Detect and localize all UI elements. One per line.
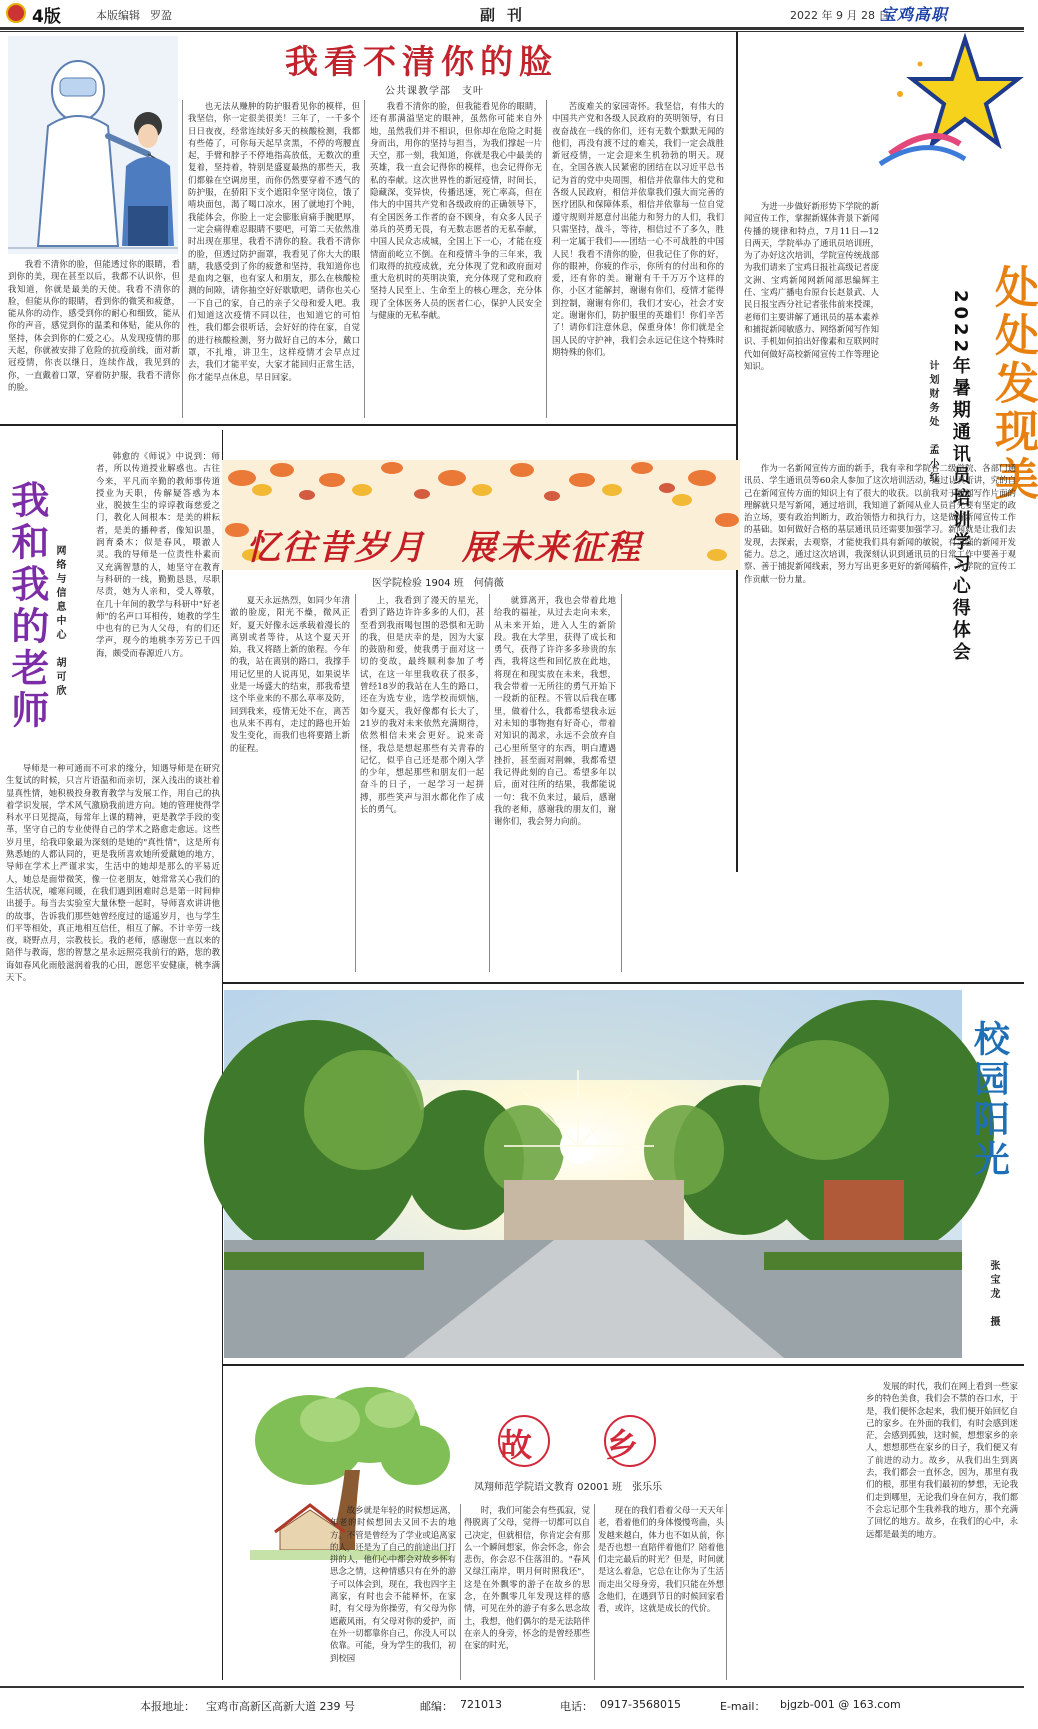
paragraph: 时，我们可能会有些孤寂，觉得脱离了父母，觉得一切都可以自己决定，但就相信，你肯定会有那么一个瞬间想家，你会怀念，你会悲伤，你会忍不住落泪的。"春风又绿江南岸，明月何时照我还"，这是在外飘零的游子在故乡的思念，在外飘零几年发现这样的感情，可见在外的游子有多么思念故土，我想，他们偶尔的是无法陪伴在亲人的身旁，怀念的是曾经那些在家的时光， — [464, 1505, 590, 1651]
memory-article-column-2 — [360, 594, 484, 972]
article-face-column-3 — [370, 100, 542, 418]
teacher-article-column-bottom — [6, 762, 220, 1680]
paragraph: 就算离开，我也会带着此地给我的福祉，从过去走向未来，从未来开始，进入人生的新阶段。我在大学里，获得了成长和勇气，获得了许许多多珍贵的东西，我将这些和回忆放在此地，将现在和现实放在未来，我想，我会带着一无所往的勇气开始下一段新的征程。不管以后我在哪里，做着什么，我都希望我永远对未知的事物抱有好奇心，带着对知识的渴求，永远不会放弃自己心里所坚守的东西，明白遭遇挫折，甚至面对荆棘，我都希望我记得此刻的自己。希望多年以后，面对往所的结果，我都能说一句：我不负来过，最后，感谢我的老师，感谢我的朋友们，谢谢你们，我会努力向前。 — [494, 595, 616, 827]
editor-label: 本版编辑 — [96, 9, 140, 22]
nurse-swab-illustration — [8, 36, 178, 254]
paragraph: 苦废难关的家园寄怀。我坚信，有伟大的中国共产党和各级人民政府的英明领导，有日夜奋战在一线的你们，还有无数个默默无闻的他们，再没有渡不过的难关，我们一定会战胜新冠疫情，一定会迎来生机勃勃的明天。现在，全国各族人民紧密的团结在以习近平总书记为首的党中央周围，相信并依靠伟大的党和各级人民政府，相信并依靠我们强大而完善的医疗团队和保障体系，相信并依靠每一位自觉遵守规则并愿意付出能力和努力的人们，我们只需坚持，战斗，等待，相信过不了多久，胜利一定属于我们——团结一心不可战胜的中国人民！我看不清你的脸，但我记住了你的好，你的眼神，你疲的作示，你所有的付出和你的爱，还有你的美。谢谢有千千万万个这样的你，小区才能解封，谢谢有你们，疫情才能得到控制，谢谢有你们，我们才安心，社会才安定。谢谢你们，防护服里的英雄们！你们辛苦了！请你们注意休息，保重身体！你们就是全国人民的守护神，我们会永远记住这个特殊时期特殊的你们。 — [552, 101, 724, 357]
paragraph: 夏天永远热烈，如同少年清澈的脸庞，阳光不燥，微风正好，夏天好像永远承载着漫长的离别或者等待，从这个夏天开始，我又将踏上新的旅程。今年的我，站在离别的路口，我撑手用记忆里的人说再见，如果说毕业是一场盛大的结束，那我希望这个毕业来的不那么草率及防，回到我来，疫情无处不在，离苦也从来不再有，走过的路也开始发生变化，而我们也将要踏上新的征程。 — [230, 595, 350, 753]
teacher-article-column-top — [96, 450, 220, 760]
paragraph: 故乡就是年轻的时候想远离，年老的时候想回去又回不去的地方。不管是曾经为了学业或追离家的人，还是为了自己的前途出门打拼的人，他们心中都会对故乡怀有思念之情，这种情感只有在外的游子可以体会到，现在，我也四字主离家，有时也会不能释怀，在家时，有父母为你操劳，有父母为你遮蔽风雨，有父母对你的爱护，而在外一切都靠你自己，你没人可以依靠。可能，身为学生的我们，初到校园 — [330, 1505, 456, 1663]
section-name: 副刊 — [480, 6, 535, 24]
column-divider — [546, 100, 547, 418]
training-article-title: 处处发现美 — [987, 264, 1038, 504]
paragraph: 导师是一种可通而不可求的缘分，知遇导师是在研究生复试的时候，只言片语温和而亲切，深入浅出的谈社着显真性情，她积极投身教育教学与发展工作，用自己的执着学识发展，学术风气激励我前进方向。她的管理使得学科水平日见提高，每常年上课的精神，更是教学手段的变革，坚守自己的专业使得自己的学术之路愈走愈远。这些岁月里，给我印象最为深刻的是她的"真性情"，这是所有熟悉她的人都认同的，更是我所喜欢她所爱戴她的地方，导师在学术上严谨求实，生活中的她却是那么的平易近人，她总是面带微笑，像一位老朋友，她常常关心我们的生活状况，嘘寒问暖，在我们遇到困难时总是第一时间伸出援手。每当去实验室大量休整一起时，导师喜欢讲讲他的故事，告诉我们那些她曾经度过的遥遥岁月，也与学生们平等相处，真正地相互信任，相互了解。不计辛劳一线夜，晓野点月，宗教枝长。我的老师，感谢您一直以来的陪伴与教诲，您的智慧之星永远照亮我前行的路，您的教诲如春风化雨般滋润着我的心田，愿您平安健康，桃李满天下。 — [6, 763, 220, 983]
hometown-title-char-2: 乡 — [606, 1426, 639, 1464]
vertical-section-rule — [736, 32, 738, 872]
training-article-author: 计划财务处 孟小红 — [927, 360, 938, 486]
article-face-column-1 — [8, 258, 180, 418]
vertical-section-rule — [222, 430, 223, 1680]
page-header — [0, 0, 1024, 26]
memory-article-column-1 — [230, 594, 350, 972]
paragraph: 作为一名新闻宣传方面的新手，我有幸和学院各二级学院、各部门通讯员、学生通讯员等60余人参加了这次培训活动，通过认真听讲，究的自己在新闻宣传方面的知识上有了很大的收获。以前我对于新闻写作片面的理解就只是写新闻，通过培训，我知道了新闻从业人员首先要有坚定的政治立场，要有政治判断力，政治领悟力和执行力，这是做好新闻宣传工作的基础。如何做好合格的基层通讯员还需要加强学习。新闻就是让我们去发现，去探索，去观察，才能使我们具有新闻的敏锐，有灵强的新闻开发能力。总之，通过这次培训，我深刻认识到通讯员的日常工作中要善于观察、善于捕捉新闻线索，努力写出更多更好的新闻稿件，为学院的宣传工作贡献一份力量。 — [744, 463, 1016, 584]
paragraph: 为进一步做好新形势下学院的新闻宣传工作，掌握新媒体背景下新闻传播的规律和特点，7月11日—12日两天，学院举办了通讯员培训班，为了办好这次培训，学院宣传统战部为我们请来了宝鸡日报社高级记者庞文洲、宝鸡新闻网新闻部思编辉主任、宝鸡广播电台原台长赵景武、人民日报宝西分社记者张伟前来授课，老师们主要讲解了通讯员的基本素养和捕捉新闻敏感力、网络新闻写作知识、手机如何拍出好像素和互联网时代如何做好高校新闻宣传工作等理论知识。 — [744, 201, 879, 371]
column-divider — [594, 1504, 595, 1680]
teacher-article-title: 我和我的老师 — [4, 480, 49, 732]
teacher-article-author: 网络与信息中心 胡可欣 — [54, 545, 65, 699]
column-divider — [364, 100, 365, 418]
footer-email-label: E-mail： — [720, 1700, 766, 1713]
paragraph: 也无法从赚肿的防护服看见你的模样，但我坚信，你一定很美很美！三年了，一千多个日日夜夜，经常连续好多天的核酸检测，我都有些倦了，可你每天起早贪黑，不停的弯腰直起，手臂和脖子不停地指高放低，无数次的重复着，坚持着，特别是盛夏最热的那些天，我们都躲在空调房里，而你仍然要穿着不透气的防护服，在骄阳下支个遮阳伞坚守岗位，饿了啃块面包，渴了喝口凉水，困了就地打个盹，我能体会，你脸上一定会膨胀肩痛手腕肥厚，一定会痛得难忍眼睛不要吧，可第二天依然准时出现在那里，我看不清你的脸。我看不清你的脸，但透过防护面罩，我看见了你大大的眼睛，我感受到了你的疲惫和坚持，我知道你也是血肉之躯，也有家人和朋友，那么在核酸检测的间隙，请你抽空好好歇歇吧，请你也关心一下自己的家，自己的亲子父母和爱人吧。我们知道这次疫情不同以往，也知道它的可怕性，我们都会很听话，会好好的待在家，自觉的进行核酸检测，努力做好自己的本分，戴口罩，不扎堆，讲卫生，这样疫情才会早点过去，我们才能平安，大家才能回归正常生活，你才能早点休息，早日回家。 — [188, 101, 360, 382]
training-article-column-1 — [744, 200, 879, 460]
page-footer — [0, 1692, 1024, 1720]
column-divider — [621, 594, 622, 972]
hometown-article-column-2 — [464, 1504, 590, 1680]
hometown-title-char-1: 故 — [500, 1426, 533, 1464]
column-divider — [460, 1504, 461, 1680]
memory-article-column-3 — [494, 594, 616, 972]
paragraph: 我看不清你的脸，但我能看见你的眼睛，还有那满溢坚定的眼神，虽然你可能来自外地，虽然我们并不相识，但你却在危险之时挺身而出，用你的坚持与担当，为我们撑起一片天空，那一刻，我知道，你就是我心中最美的英雄，我一直会记得你的模样，也会记得你无私的奉献。这次世界性的新冠疫情，时间长，隐藏深，变异快，传播迅速，死亡率高，但在伟大的中国共产党和各级政府的正确领导下，有全国医务工作者的奋不顾身，有众多人民子弟兵的英勇无畏，有无数志愿者的无私奉献，中国人民众志成城，全国上下一心，才能在疫情面前屹立不倒。在和疫情斗争的三年来，我们取得的抗疫成就，充分体现了党和政府面对重大危机时的英明决策，充分体现了党和政府坚持人民至上、生命至上的核心理念，充分体现了全体医务人员的医者仁心，保护人民安全与健康的无私奉献。 — [370, 101, 542, 321]
footer-phone: 0917-3568015 — [600, 1698, 681, 1711]
hometown-article-column-3 — [598, 1504, 724, 1680]
memory-article-byline: 医学院检验 1904 班 何倩薇 — [372, 578, 504, 589]
hometown-article-column-1 — [330, 1504, 456, 1680]
header-rule-thin — [0, 31, 1024, 32]
editor-name: 罗盈 — [150, 9, 172, 22]
footer-zip-label: 邮编： — [420, 1700, 453, 1713]
campus-photo-title: 校园阳光 — [968, 1020, 1010, 1180]
paragraph: 上，我看到了漫天的星光，看到了路边许许多多的人们，甚至看到我雨喝包围的恐惧和无助的我，但是庆幸的是，因为大家的鼓励和爱，使我勇于面对这一切的变故，最终顺利参加了考试，在这一年里我收获了很多，曾经18岁的我站在人生的路口，还在为选专业，选学校而烦恼，如今夏天，我好像都有长大了，21岁的我对未来依然充满期待，依然相信未来会更好。说来奇怪，我总是想起那些有关青春的记忆，似乎自己还是那个刚入学的少年，想起那些和朋友们一起奋斗的日子，一起学习一起拼搏，那些笑声与泪水都化作了成长的勇气。 — [360, 595, 484, 815]
column-divider — [182, 100, 183, 418]
campus-photo-credit: 张宝龙 摄 — [988, 1260, 999, 1330]
paragraph: 韩愈的《师说》中说到：师者，所以传道授业解惑也。古往今来，平凡而辛勤的教师事传道授业为天职，传解疑答惑为本业，脱披生尘的谆谆教诲慈爱之门，教化人间根本：是美的耕耘者，是美的播种者，像知识墨，润育桑木；似是春风，喂澈人灵。我的导师是一位责性朴素而又充满智慧的人，她坚守在教育与科研的一线，勤勤恳恳，尽职尽责，她为人亲和，受人尊敬，在几十年间的教学与科研中"好老师"的名声口耳相传，她教的学生中也有的已为人父母，有的们还学声，现今的地桃李芳芳已千四海，颇受而春源近八方。 — [96, 451, 220, 658]
school-logo-icon — [6, 3, 26, 23]
footer-email: bjgzb-001 @ 163.com — [780, 1698, 901, 1711]
masthead: 宝鸡高职 — [880, 5, 949, 24]
footer-address: 宝鸡市高新区高新大道 239 号 — [206, 1700, 355, 1713]
footer-address-label: 本报地址： — [140, 1700, 195, 1713]
hometown-article-byline: 凤翔师范学院语文教育 02001 班 张乐乐 — [474, 1482, 663, 1493]
issue-date: 2022 年 9 月 28 日 — [790, 9, 890, 22]
section-rule — [222, 982, 1024, 984]
column-divider — [489, 594, 490, 972]
star-illustration — [870, 34, 1020, 174]
training-article-column-2 — [744, 462, 1016, 866]
paragraph: 现在的我们看着父母一天天年老，看着他们的身体慢慢弯曲，头发越来越白，体力也不如从前，你是否也想一直陪伴着他们？陪着他们走完最后的时光？但是，时间就是这么着急，它总在让你为了生活而走出父母身旁，我们只能在外想念他们，在遇到节日的时候回家看看，或许，这就是成长的代价。 — [598, 1505, 724, 1614]
paragraph: 发展的时代，我们在网上看到一些家乡的特色美食，我们会不禁的吞口水，于是，我们便怀念起来，我们便开始回忆自己的家乡。在外面的我们，有时会感到迷茫，会感到孤独，这时候，想想家乡的亲人，想想那些在家乡的日子，我们便又有了前进的动力。故乡，从我们出生到离去，我们都会一直怀念，因为，那里有我们的根，那里有我们最初的梦想，无论我们走到哪里，无论我们身在何方，我们都不会忘记那个生我养我的地方，那个充满了回忆的地方。故乡，在我们的心中，永远都是最美的地方。 — [866, 1381, 1018, 1539]
footer-rule — [0, 1686, 1024, 1688]
training-subtitle-year: 2022 — [949, 290, 971, 357]
paragraph: 我看不清你的脸，但能透过你的眼睛，看到你的美，现在甚至以后，我都不认识你，但我知道，你就是最美的天使。我看不清你的脸，但能从你的眼睛，看到你的微笑和疲惫，能从你的动作，感受到你的耐心和细致，能从你的声音，感觉到你的温柔和体贴，能从你的坚持，体会到你的仁爱之心。从发现疫情的那天起，你就被安排了危险的抗疫前线，面对新冠疫情，你丧以继日，连续作战，我见到的你，一直戴着口罩，穿着防护服，我看不清你的脸。 — [8, 259, 180, 392]
campus-sunshine-photo — [224, 990, 962, 1358]
section-rule — [0, 424, 736, 426]
column-divider — [726, 1504, 727, 1680]
memory-article-title: 忆往昔岁月 展未来征程 — [246, 528, 642, 568]
header-rule — [0, 27, 1024, 30]
article-byline-face: 公共课教学部 支叶 — [385, 86, 484, 97]
page-number: 4版 — [32, 7, 61, 27]
section-rule — [222, 1364, 1024, 1366]
article-face-column-2 — [188, 100, 360, 418]
footer-phone-label: 电话： — [560, 1700, 593, 1713]
hometown-article-column-5 — [866, 1380, 1018, 1680]
article-face-column-4 — [552, 100, 724, 418]
column-divider — [355, 594, 356, 972]
footer-zip: 721013 — [460, 1698, 502, 1711]
article-title-face: 我看不清你的脸 — [285, 42, 558, 81]
training-subtitle-text: 年暑期通讯员培训学习心得体会 — [949, 356, 971, 665]
